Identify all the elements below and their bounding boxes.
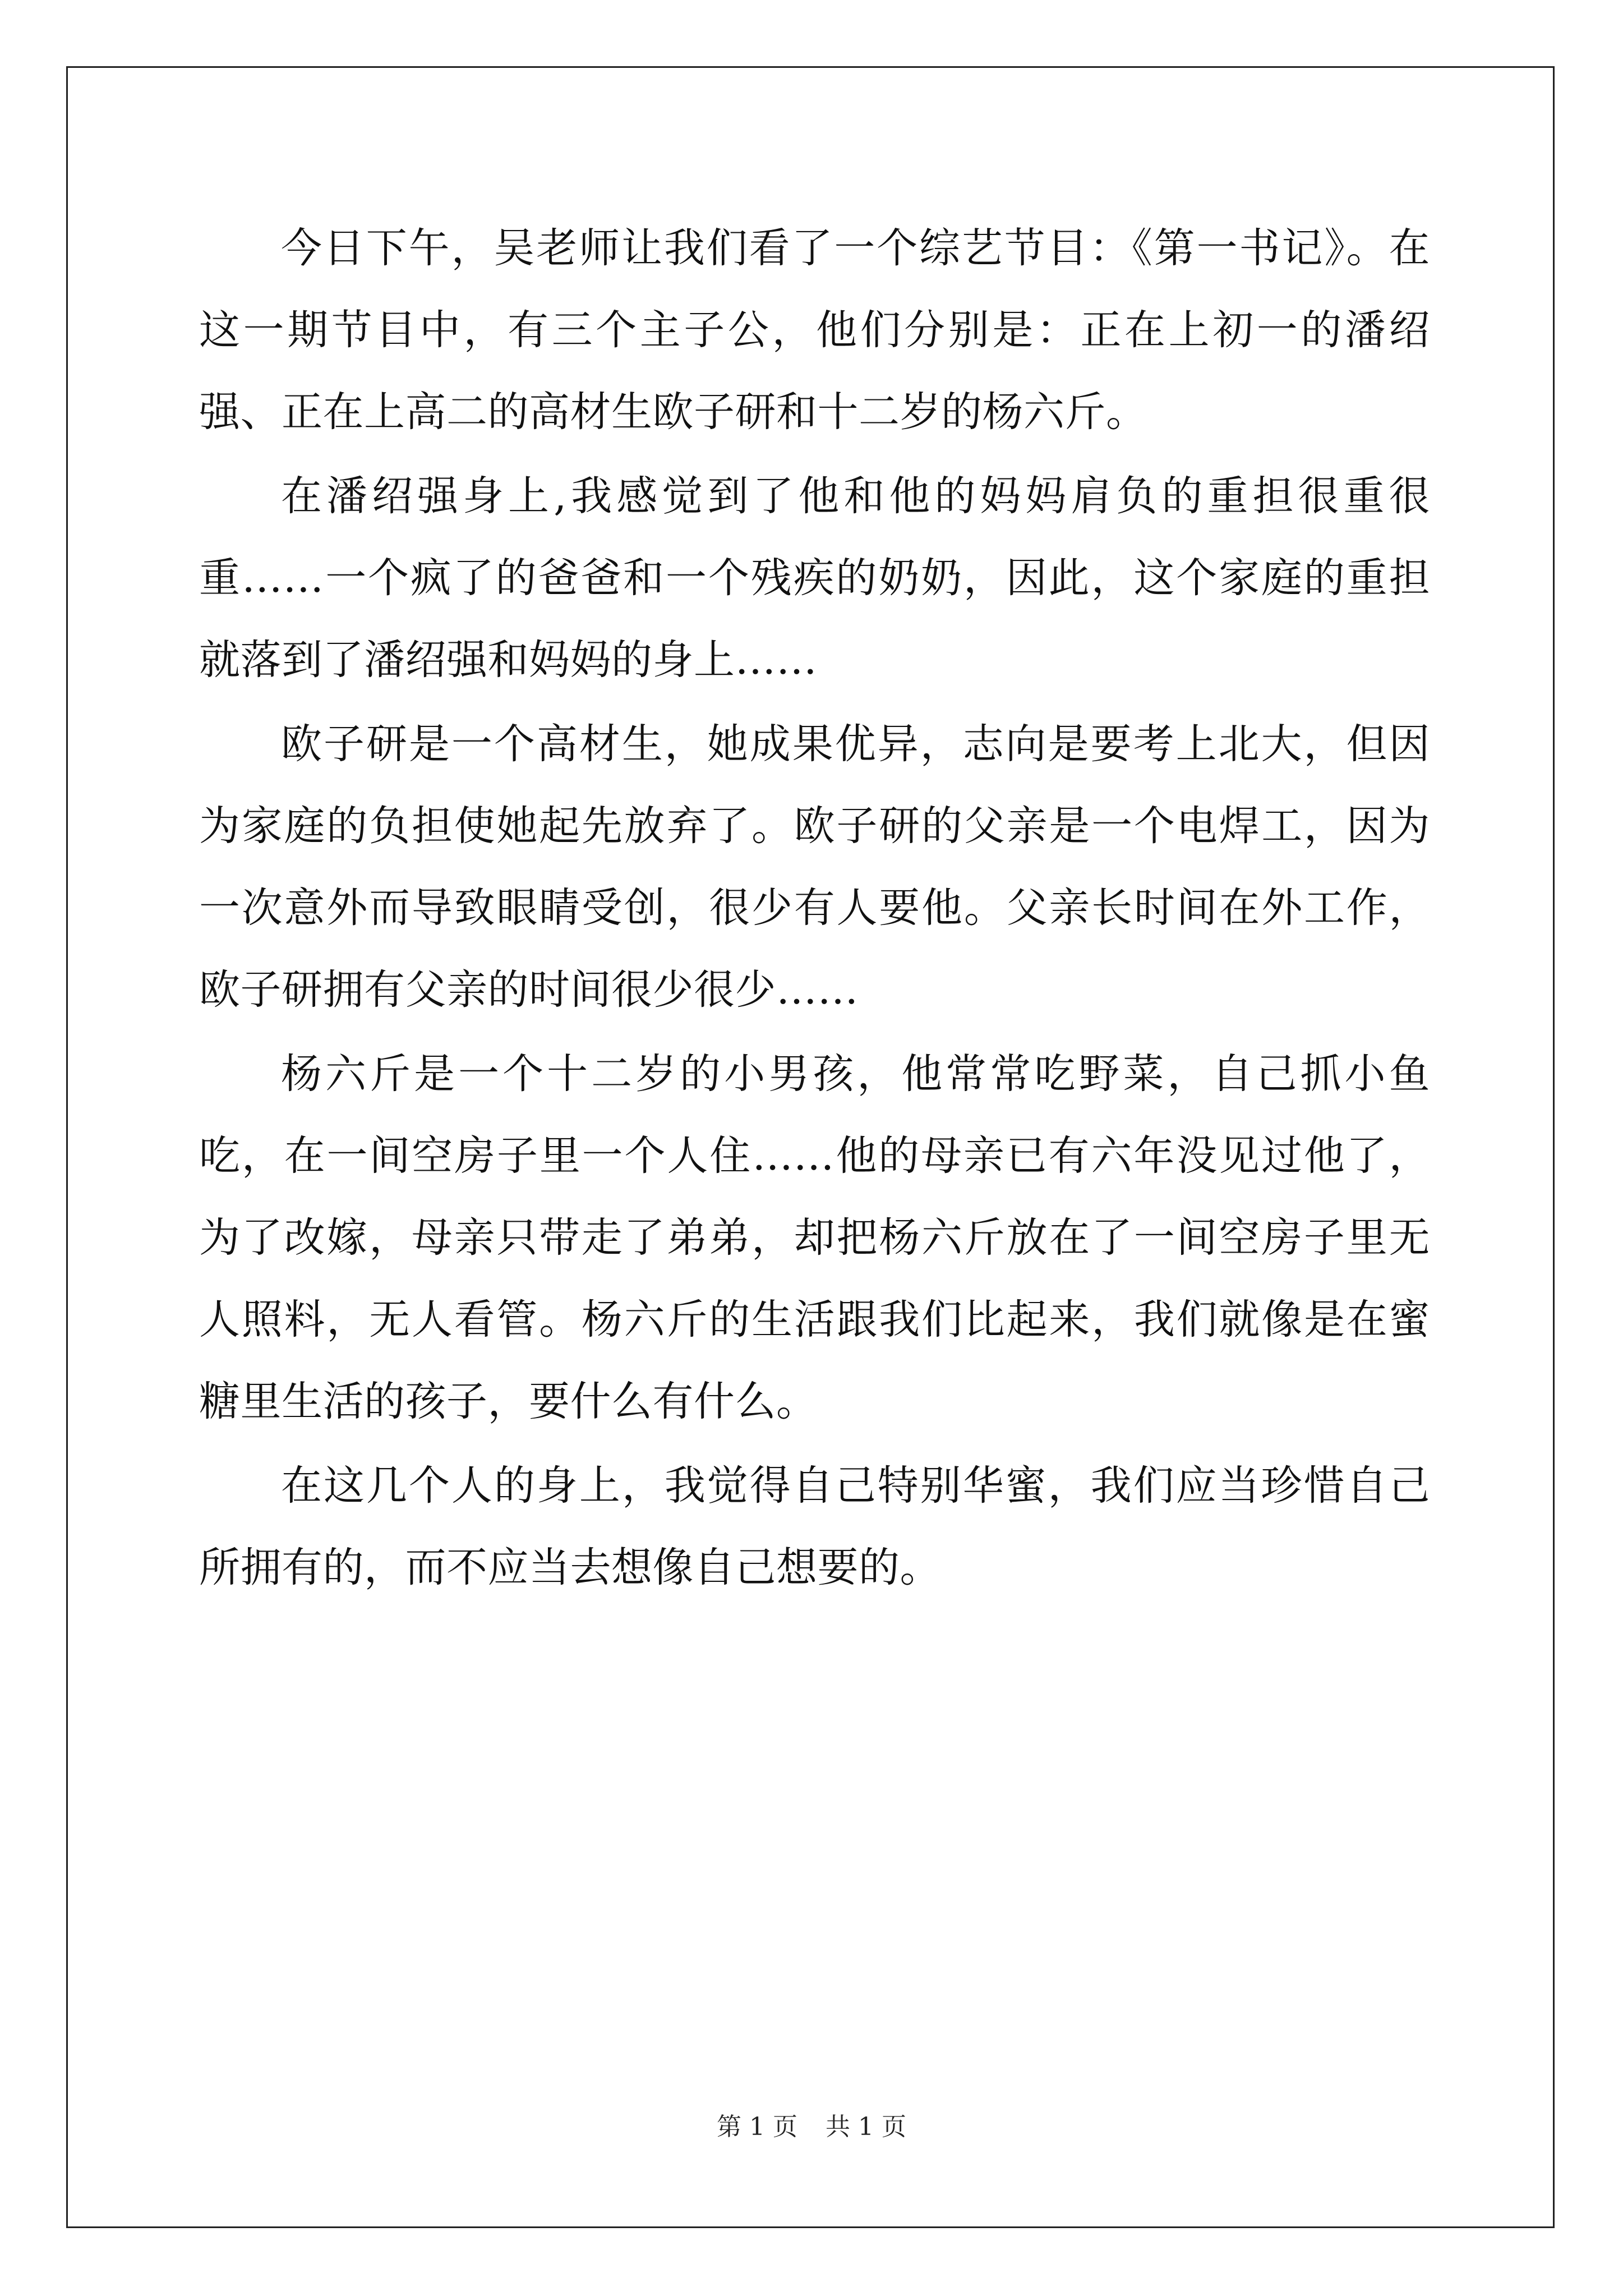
page-number: 第 1 页 <box>717 2113 797 2141</box>
paragraph-5: 在这几个人的身上，我觉得自己特别华蜜，我们应当珍惜自己所拥有的，而不应当去想像自己想要的。 <box>199 1462 1430 1591</box>
document-body <box>199 208 1430 1609</box>
paragraph-3: 欧子研是一个高材生，她成果优异，志向是要考上北大，但因为家庭的负担使她起先放弃了。欧子研的父亲是一个电焊工，因为一次意外而导致眼睛受创，很少有人要他。父亲长时间在外工作，欧子研拥有父亲的时间很少很少…… <box>199 720 1430 1014</box>
page-total: 共 1 页 <box>826 2113 906 2141</box>
paragraph-4: 杨六斤是一个十二岁的小男孩，他常常吃野菜，自己抓小鱼吃，在一间空房子里一个人住……他的母亲已有六年没见过他了，为了改嫁，母亲只带走了弟弟，却把杨六斤放在了一间空房子里无人照料，无人看管。杨六斤的生活跟我们比起来，我们就像是在蜜糖里生活的孩子，要什么有什么。 <box>199 1050 1430 1425</box>
paragraph-2: 在潘绍强身上,我感觉到了他和他的妈妈肩负的重担很重很重……一个疯了的爸爸和一个残疾的奶奶，因此，这个家庭的重担就落到了潘绍强和妈妈的身上…… <box>199 472 1430 684</box>
page-footer <box>0 2111 1623 2143</box>
paragraph-1: 今日下午，吴老师让我们看了一个综艺节目：《第一书记》。在这一期节目中，有三个主子公，他们分别是：正在上初一的潘绍强、正在上高二的高材生欧子研和十二岁的杨六斤。 <box>199 224 1430 436</box>
